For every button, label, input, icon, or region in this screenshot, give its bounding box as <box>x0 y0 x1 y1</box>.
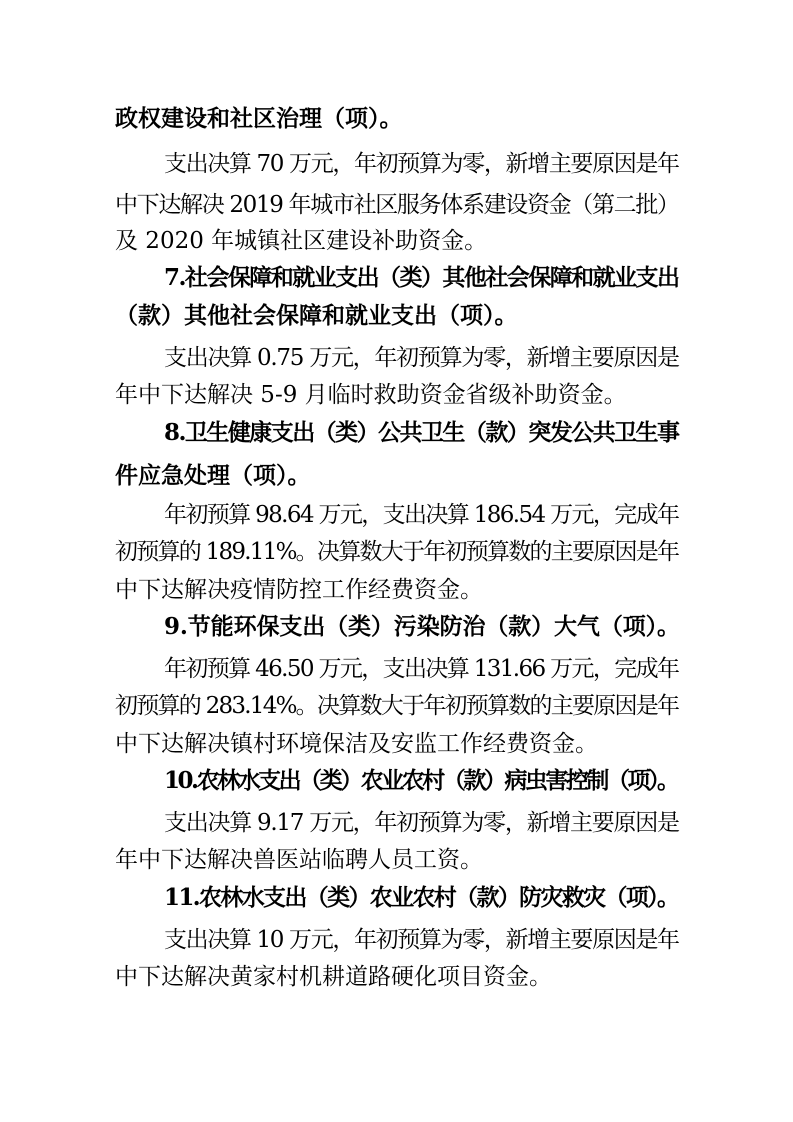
section-heading-line: 9.节能环保支出（类）污染防治（款）大气（项）。 <box>164 613 680 640</box>
section-heading-line: 8.卫生健康支出（类）公共卫生（款）突发公共卫生事 <box>164 419 679 446</box>
paragraph-line: 中下达解决黄家村机耕道路硬化项目资金。 <box>115 964 552 990</box>
section-heading-line: 政权建设和社区治理（项）。 <box>115 105 403 132</box>
paragraph-line: 及 2020 年城镇社区建设补助资金。 <box>115 228 488 254</box>
paragraph-line: 年初预算 46.50 万元，支出决算 131.66 万元，完成年 <box>164 656 679 682</box>
paragraph-line: 年初预算 98.64 万元，支出决算 186.54 万元，完成年 <box>164 502 679 528</box>
section-heading-line: （款）其他社会保障和就业支出（项）。 <box>115 302 518 329</box>
paragraph-line: 中下达解决镇村环境保洁及安监工作经费资金。 <box>115 731 598 757</box>
paragraph-line: 支出决算 10 万元，年初预算为零，新增主要原因是年 <box>164 927 679 953</box>
paragraph-line: 支出决算 0.75 万元，年初预算为零，新增主要原因是 <box>164 345 679 371</box>
paragraph-line: 年中下达解决 5-9 月临时救助资金省级补助资金。 <box>115 382 627 408</box>
paragraph-line: 初预算的 283.14%。决算数大于年初预算数的主要原因是年 <box>115 693 679 719</box>
paragraph-line: 初预算的 189.11%。决算数大于年初预算数的主要原因是年 <box>115 539 679 565</box>
section-heading-line: 7.社会保障和就业支出（类）其他社会保障和就业支出 <box>164 264 679 291</box>
section-heading-line: 11.农林水支出（类）农业农村（款）防灾救灾（项）。 <box>164 884 679 911</box>
paragraph-line: 年中下达解决兽医站临聘人员工资。 <box>115 847 483 873</box>
section-heading-line: 10.农林水支出（类）农业农村（款）病虫害控制（项）。 <box>164 767 678 794</box>
paragraph-line: 中下达解决疫情防控工作经费资金。 <box>115 577 483 603</box>
paragraph-line: 支出决算 9.17 万元，年初预算为零，新增主要原因是 <box>164 810 679 836</box>
section-heading-line: 件应急处理（项）。 <box>115 462 311 489</box>
paragraph-line: 中下达解决 2019 年城市社区服务体系建设资金（第二批） <box>115 192 679 218</box>
paragraph-line: 支出决算 70 万元，年初预算为零，新增主要原因是年 <box>164 151 679 177</box>
